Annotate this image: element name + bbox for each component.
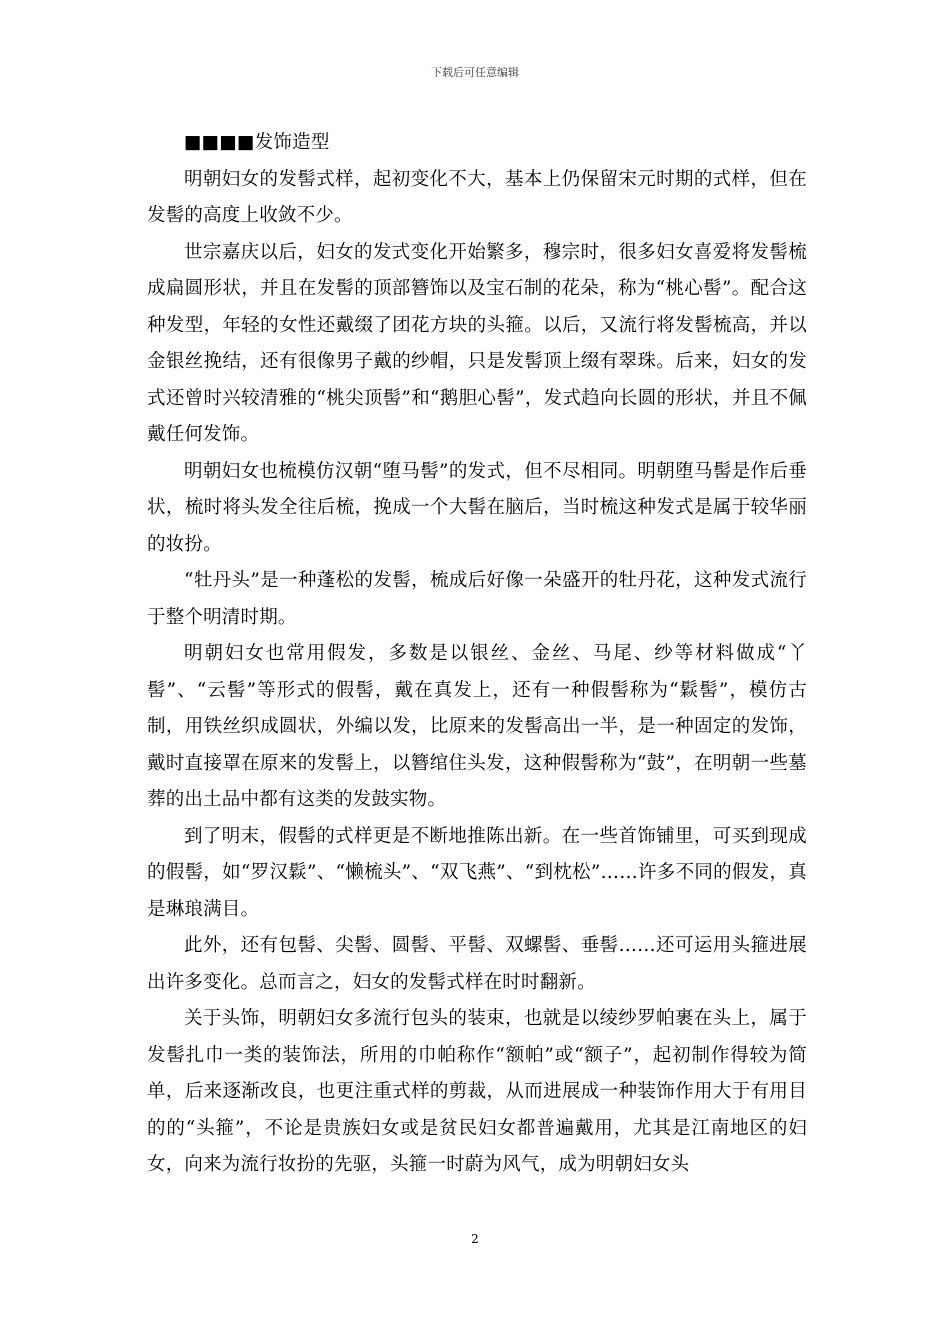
page-number: 2 bbox=[471, 1232, 479, 1246]
paragraph: 世宗嘉庆以后，妇女的发式变化开始繁多，穆宗时，很多妇女喜爱将发髻梳成扁圆形状，并且在发髻的顶部簪饰以及宝石制的花朵，称为“桃心髻”。配合这种发型，年轻的女性还戴缀了团花方块的头箍。以后，又流行将发髻梳高，并以金银丝挽结，还有很像男子戴的纱帽，只是发髻顶上缀有翠珠。后来，妇女的发式还曾时兴较清雅的“桃尖顶髻”和“鹅胆心髻”，发式趋向长圆的形状，并且不佩戴任何发饰。 bbox=[147, 241, 807, 445]
paragraph: 明朝妇女也梳模仿汉朝“堕马髻”的发式，但不尽相同。明朝堕马髻是作后垂状，梳时将头发全往后梳，挽成一个大髻在脑后，当时梳这种发式是属于较华丽的妆扮。 bbox=[147, 460, 807, 555]
paragraph: 关于头饰，明朝妇女多流行包头的装束，也就是以绫纱罗帕裹在头上，属于发髻扎巾一类的装饰法，所用的巾帕称作“额帕”或“额子”，起初制作得较为简单，后来逐渐改良，也更注重式样的剪裁，从而进展成一种装饰作用大于有用目的的“头箍”，不论是贵族妇女或是贫民妇女都普遍戴用，尤其是江南地区的妇女，向来为流行妆扮的先驱，头箍一时蔚为风气，成为明朝妇女头 bbox=[147, 1008, 807, 1175]
paragraph: 此外，还有包髻、尖髻、圆髻、平髻、双螺髻、垂髻……还可运用头箍进展出许多变化。总而言之，妇女的发髻式样在时时翻新。 bbox=[147, 935, 807, 993]
page-header: 下载后可任意编辑 bbox=[431, 66, 519, 79]
paragraph: 明朝妇女的发髻式样，起初变化不大，基本上仍保留宋元时期的式样，但在发髻的高度上收敛不少。 bbox=[147, 168, 807, 226]
document-body bbox=[147, 125, 807, 1184]
paragraph: 到了明末，假髻的式样更是不断地推陈出新。在一些首饰铺里，可买到现成的假髻，如“罗汉鬏”、“懒梳头”、“双飞燕”、“到枕松”……许多不同的假发，真是琳琅满目。 bbox=[147, 825, 807, 920]
section-heading: ■■■■发饰造型 bbox=[184, 132, 330, 153]
paragraph: 明朝妇女也常用假发，多数是以银丝、金丝、马尾、纱等材料做成“丫髻”、“云髻”等形式的假髻，戴在真发上，还有一种假髻称为“鬏髻”，模仿古制，用铁丝织成圆状，外编以发，比原来的发髻高出一半，是一种固定的发饰，戴时直接罩在原来的发髻上，以簪绾住头发，这种假髻称为“鼓”，在明朝一些墓葬的出土品中都有这类的发鼓实物。 bbox=[147, 643, 807, 810]
paragraph: “牡丹头”是一种蓬松的发髻，梳成后好像一朵盛开的牡丹花，这种发式流行于整个明清时期。 bbox=[147, 570, 807, 628]
